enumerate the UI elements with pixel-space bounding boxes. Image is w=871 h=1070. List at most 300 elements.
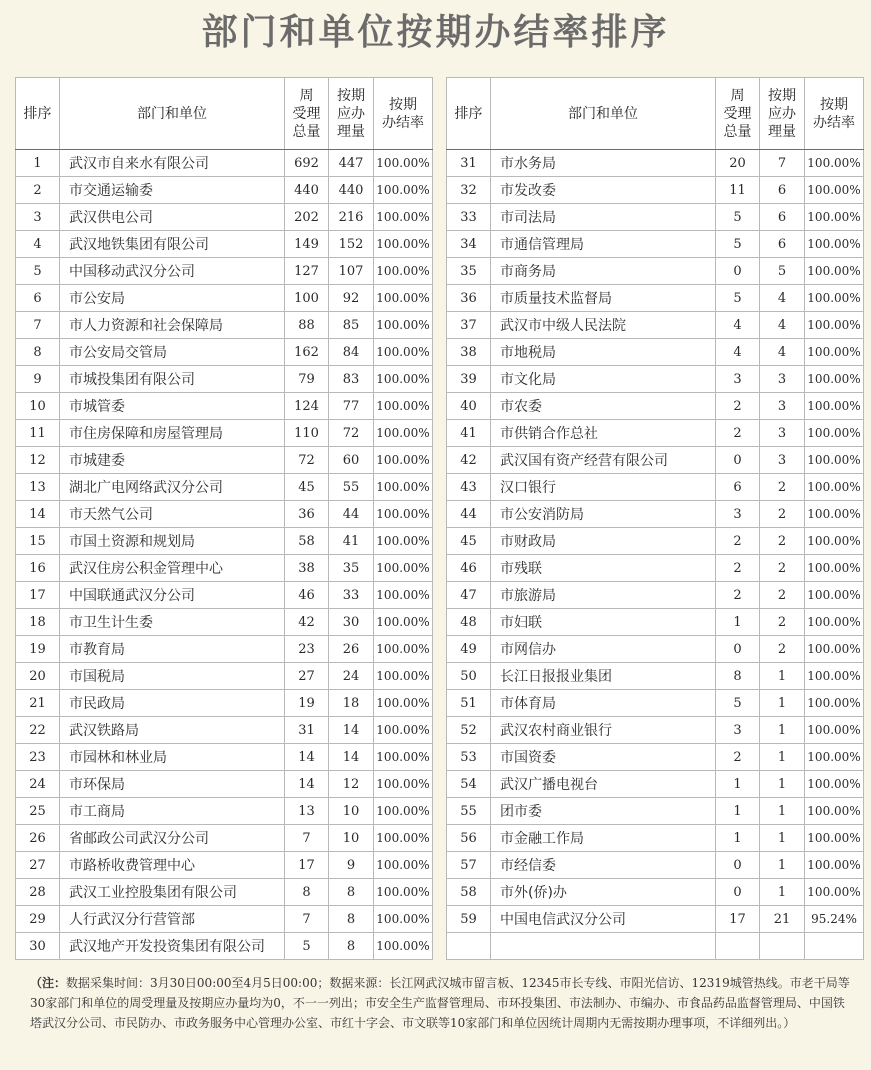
cell-rank: 26 [16,825,60,852]
cell-rate: 100.00% [805,285,864,312]
cell-rank: 17 [16,582,60,609]
cell-dept: 市金融工作局 [491,825,716,852]
cell-weekly: 17 [285,852,329,879]
cell-due: 92 [329,285,374,312]
cell-rank: 13 [16,474,60,501]
cell-rank: 27 [16,852,60,879]
cell-due: 21 [760,906,805,933]
cell-dept: 市住房保障和房屋管理局 [60,420,285,447]
cell-due: 12 [329,771,374,798]
cell-rate: 100.00% [374,663,433,690]
cell-weekly: 0 [716,852,760,879]
cell-rank: 44 [447,501,491,528]
table-row [16,528,433,555]
cell-due: 1 [760,771,805,798]
cell-weekly: 110 [285,420,329,447]
cell-weekly: 11 [716,177,760,204]
cell-weekly: 72 [285,447,329,474]
cell-dept: 市地税局 [491,339,716,366]
cell-due: 1 [760,717,805,744]
table-row [16,447,433,474]
cell-weekly: 6 [716,474,760,501]
table-row [447,663,864,690]
cell-weekly: 7 [285,825,329,852]
cell-rate: 100.00% [374,582,433,609]
table-row [16,609,433,636]
cell-dept: 中国电信武汉分公司 [491,906,716,933]
table-row [16,825,433,852]
cell-rate: 100.00% [805,312,864,339]
cell-rate: 95.24% [805,906,864,933]
cell-dept: 武汉供电公司 [60,204,285,231]
table-row [447,447,864,474]
cell-dept: 市工商局 [60,798,285,825]
cell-due: 1 [760,879,805,906]
ranking-table-left [15,77,433,960]
cell-dept: 汉口银行 [491,474,716,501]
table-row [16,744,433,771]
cell-weekly: 45 [285,474,329,501]
cell-rank: 22 [16,717,60,744]
table-row [16,204,433,231]
cell-rate: 100.00% [374,555,433,582]
cell-rank: 11 [16,420,60,447]
cell-rank: 16 [16,555,60,582]
table-body-left [16,150,433,960]
table-row [447,231,864,258]
cell-dept: 市民政局 [60,690,285,717]
cell-dept: 武汉市中级人民法院 [491,312,716,339]
table-row [16,258,433,285]
cell-dept: 武汉地产开发投资集团有限公司 [60,933,285,960]
cell-weekly: 79 [285,366,329,393]
cell-due: 41 [329,528,374,555]
cell-weekly: 5 [285,933,329,960]
table-row [447,636,864,663]
cell-rate: 100.00% [805,258,864,285]
table-row [16,663,433,690]
cell-due [760,933,805,960]
cell-weekly: 7 [285,906,329,933]
cell-due: 30 [329,609,374,636]
cell-due: 77 [329,393,374,420]
cell-dept: 市质量技术监督局 [491,285,716,312]
cell-dept: 武汉铁路局 [60,717,285,744]
cell-dept: 市水务局 [491,150,716,177]
table-row [16,177,433,204]
cell-due: 84 [329,339,374,366]
cell-due: 83 [329,366,374,393]
cell-weekly: 2 [716,393,760,420]
table-header-row [16,78,433,150]
cell-due: 6 [760,231,805,258]
cell-rate: 100.00% [805,852,864,879]
cell-rate: 100.00% [374,447,433,474]
cell-rate: 100.00% [805,690,864,717]
cell-rate: 100.00% [805,879,864,906]
header-due: 按期 应办 理量 [760,78,805,150]
table-row [16,366,433,393]
cell-rank [447,933,491,960]
cell-rank: 40 [447,393,491,420]
cell-dept: 市发改委 [491,177,716,204]
cell-rate: 100.00% [805,474,864,501]
cell-due: 5 [760,258,805,285]
table-row [16,879,433,906]
table-row [16,285,433,312]
cell-dept: 市交通运输委 [60,177,285,204]
cell-weekly: 8 [716,663,760,690]
cell-rank: 24 [16,771,60,798]
cell-due: 8 [329,879,374,906]
cell-rate: 100.00% [374,771,433,798]
cell-rank: 39 [447,366,491,393]
table-row [16,312,433,339]
table-row [16,501,433,528]
cell-due: 1 [760,744,805,771]
cell-rank: 5 [16,258,60,285]
table-row [447,177,864,204]
cell-rate: 100.00% [805,717,864,744]
table-row [447,879,864,906]
cell-due: 2 [760,474,805,501]
cell-weekly: 1 [716,798,760,825]
cell-rate: 100.00% [374,204,433,231]
table-row [16,150,433,177]
cell-rank: 35 [447,258,491,285]
table-row [447,474,864,501]
cell-rank: 33 [447,204,491,231]
table-row [447,933,864,960]
cell-dept: 武汉地铁集团有限公司 [60,231,285,258]
cell-rank: 7 [16,312,60,339]
cell-weekly: 14 [285,771,329,798]
cell-due: 2 [760,501,805,528]
cell-rate: 100.00% [805,528,864,555]
cell-weekly: 23 [285,636,329,663]
cell-dept: 武汉广播电视台 [491,771,716,798]
cell-weekly: 2 [716,528,760,555]
cell-dept: 中国联通武汉分公司 [60,582,285,609]
cell-due: 4 [760,285,805,312]
cell-weekly [716,933,760,960]
cell-rank: 23 [16,744,60,771]
cell-dept: 市城投集团有限公司 [60,366,285,393]
ranking-table-right [446,77,864,960]
cell-weekly: 13 [285,798,329,825]
cell-dept: 市路桥收费管理中心 [60,852,285,879]
cell-dept: 市外(侨)办 [491,879,716,906]
cell-rank: 15 [16,528,60,555]
cell-rate: 100.00% [374,636,433,663]
header-dept: 部门和单位 [60,78,285,150]
cell-rank: 48 [447,609,491,636]
cell-due: 10 [329,798,374,825]
table-row [447,717,864,744]
cell-dept: 武汉住房公积金管理中心 [60,555,285,582]
cell-rank: 20 [16,663,60,690]
cell-weekly: 4 [716,312,760,339]
cell-rate: 100.00% [374,258,433,285]
cell-rank: 32 [447,177,491,204]
cell-rate: 100.00% [374,717,433,744]
cell-weekly: 127 [285,258,329,285]
cell-rate: 100.00% [374,825,433,852]
cell-rank: 4 [16,231,60,258]
cell-dept: 市农委 [491,393,716,420]
table-row [447,771,864,798]
cell-dept: 市城建委 [60,447,285,474]
cell-dept: 中国移动武汉分公司 [60,258,285,285]
cell-weekly: 1 [716,825,760,852]
table-row [16,555,433,582]
cell-rank: 41 [447,420,491,447]
cell-dept: 市人力资源和社会保障局 [60,312,285,339]
cell-rate: 100.00% [805,609,864,636]
cell-dept: 省邮政公司武汉分公司 [60,825,285,852]
cell-rank: 38 [447,339,491,366]
cell-weekly: 149 [285,231,329,258]
cell-due: 85 [329,312,374,339]
cell-weekly: 0 [716,447,760,474]
table-row [447,690,864,717]
table-row [16,393,433,420]
cell-dept: 市城管委 [60,393,285,420]
cell-rate: 100.00% [805,663,864,690]
cell-rate: 100.00% [805,771,864,798]
cell-weekly: 27 [285,663,329,690]
cell-due: 8 [329,933,374,960]
cell-dept: 市文化局 [491,366,716,393]
cell-due: 8 [329,906,374,933]
cell-dept [491,933,716,960]
header-rate: 按期 办结率 [805,78,864,150]
cell-due: 9 [329,852,374,879]
cell-rate: 100.00% [805,501,864,528]
cell-weekly: 3 [716,717,760,744]
cell-due: 4 [760,312,805,339]
cell-weekly: 124 [285,393,329,420]
table-row [16,420,433,447]
cell-weekly: 58 [285,528,329,555]
cell-weekly: 38 [285,555,329,582]
cell-rank: 36 [447,285,491,312]
cell-rank: 29 [16,906,60,933]
cell-weekly: 5 [716,285,760,312]
cell-weekly: 88 [285,312,329,339]
cell-due: 6 [760,204,805,231]
cell-dept: 人行武汉分行营管部 [60,906,285,933]
cell-dept: 武汉农村商业银行 [491,717,716,744]
cell-dept: 市商务局 [491,258,716,285]
table-row [447,609,864,636]
cell-rank: 6 [16,285,60,312]
cell-rank: 54 [447,771,491,798]
footnote-text: 数据采集时间：3月30日00:00至4月5日00:00；数据来源：长江网武汉城市留言板、12345市长专线、市阳光信访、12319城管热线。市老干局等30家部门和单位的周受理量及按期应办量均为0，不一一列出；市安全生产监督管理局、市环投集团、市法制办、市编办、市食品药品监督管理局、中国铁塔武汉分公司、市民防办、市政务服务中心管理办公室、市红十字会、市文联等10家部门和单位因统计周期内无需按期办理事项，不详细列出。） [30,976,850,1030]
cell-due: 60 [329,447,374,474]
table-row [16,339,433,366]
cell-due: 2 [760,555,805,582]
cell-rate: 100.00% [374,366,433,393]
cell-rank: 52 [447,717,491,744]
cell-rank: 58 [447,879,491,906]
cell-dept: 市网信办 [491,636,716,663]
cell-rate: 100.00% [805,420,864,447]
cell-rank: 8 [16,339,60,366]
table-row [447,150,864,177]
cell-dept: 市国税局 [60,663,285,690]
cell-weekly: 692 [285,150,329,177]
cell-due: 6 [760,177,805,204]
cell-due: 1 [760,798,805,825]
cell-weekly: 36 [285,501,329,528]
cell-rate: 100.00% [805,447,864,474]
table-row [447,312,864,339]
cell-due: 24 [329,663,374,690]
cell-weekly: 46 [285,582,329,609]
cell-rate: 100.00% [374,852,433,879]
cell-rate: 100.00% [374,177,433,204]
cell-rate: 100.00% [374,150,433,177]
table-row [447,798,864,825]
cell-rank: 19 [16,636,60,663]
cell-due: 3 [760,393,805,420]
cell-rank: 21 [16,690,60,717]
cell-rate: 100.00% [805,204,864,231]
cell-dept: 武汉工业控股集团有限公司 [60,879,285,906]
cell-rank: 47 [447,582,491,609]
cell-rank: 51 [447,690,491,717]
cell-weekly: 20 [716,150,760,177]
cell-rank: 37 [447,312,491,339]
cell-rate: 100.00% [805,339,864,366]
cell-rate [805,933,864,960]
cell-dept: 市通信管理局 [491,231,716,258]
cell-rank: 14 [16,501,60,528]
header-weekly: 周 受理 总量 [716,78,760,150]
header-weekly: 周 受理 总量 [285,78,329,150]
table-row [16,852,433,879]
cell-due: 3 [760,366,805,393]
cell-due: 2 [760,528,805,555]
table-row [447,852,864,879]
cell-rate: 100.00% [805,744,864,771]
cell-rate: 100.00% [805,555,864,582]
table-row [16,474,433,501]
cell-weekly: 3 [716,501,760,528]
cell-dept: 市教育局 [60,636,285,663]
cell-rank: 25 [16,798,60,825]
header-rate: 按期 办结率 [374,78,433,150]
cell-dept: 市公安消防局 [491,501,716,528]
cell-weekly: 8 [285,879,329,906]
cell-due: 18 [329,690,374,717]
cell-due: 447 [329,150,374,177]
cell-rate: 100.00% [374,879,433,906]
cell-rank: 49 [447,636,491,663]
cell-weekly: 5 [716,204,760,231]
cell-rank: 28 [16,879,60,906]
cell-due: 1 [760,852,805,879]
cell-weekly: 0 [716,879,760,906]
table-row [16,690,433,717]
cell-rank: 18 [16,609,60,636]
cell-rank: 30 [16,933,60,960]
cell-rank: 31 [447,150,491,177]
cell-weekly: 19 [285,690,329,717]
table-row [447,555,864,582]
cell-rate: 100.00% [374,285,433,312]
cell-rate: 100.00% [374,474,433,501]
cell-due: 14 [329,744,374,771]
cell-weekly: 5 [716,231,760,258]
cell-dept: 长江日报报业集团 [491,663,716,690]
table-row [447,582,864,609]
cell-due: 10 [329,825,374,852]
cell-due: 152 [329,231,374,258]
table-row [447,744,864,771]
cell-rank: 12 [16,447,60,474]
cell-weekly: 1 [716,771,760,798]
cell-rate: 100.00% [374,798,433,825]
cell-dept: 市体育局 [491,690,716,717]
table-body-right [447,150,864,960]
cell-rank: 53 [447,744,491,771]
cell-rate: 100.00% [374,339,433,366]
cell-rank: 42 [447,447,491,474]
table-row [447,204,864,231]
cell-rate: 100.00% [374,933,433,960]
cell-due: 3 [760,447,805,474]
cell-dept: 市国资委 [491,744,716,771]
table-row [447,906,864,933]
cell-dept: 市公安局 [60,285,285,312]
table-row [16,231,433,258]
cell-due: 55 [329,474,374,501]
table-row [447,285,864,312]
table-row [16,717,433,744]
cell-dept: 市旅游局 [491,582,716,609]
cell-rate: 100.00% [374,528,433,555]
cell-weekly: 31 [285,717,329,744]
cell-dept: 市经信委 [491,852,716,879]
cell-weekly: 202 [285,204,329,231]
cell-dept: 武汉国有资产经营有限公司 [491,447,716,474]
table-row [16,636,433,663]
table-row [447,528,864,555]
cell-due: 2 [760,609,805,636]
cell-due: 44 [329,501,374,528]
cell-due: 107 [329,258,374,285]
cell-due: 2 [760,636,805,663]
table-row [447,420,864,447]
cell-weekly: 2 [716,582,760,609]
cell-rate: 100.00% [805,366,864,393]
cell-rate: 100.00% [374,609,433,636]
cell-rate: 100.00% [805,636,864,663]
cell-due: 72 [329,420,374,447]
cell-dept: 市残联 [491,555,716,582]
cell-dept: 市财政局 [491,528,716,555]
table-row [16,582,433,609]
cell-rank: 10 [16,393,60,420]
cell-due: 7 [760,150,805,177]
cell-rank: 57 [447,852,491,879]
cell-weekly: 162 [285,339,329,366]
cell-weekly: 440 [285,177,329,204]
cell-due: 216 [329,204,374,231]
cell-rank: 3 [16,204,60,231]
